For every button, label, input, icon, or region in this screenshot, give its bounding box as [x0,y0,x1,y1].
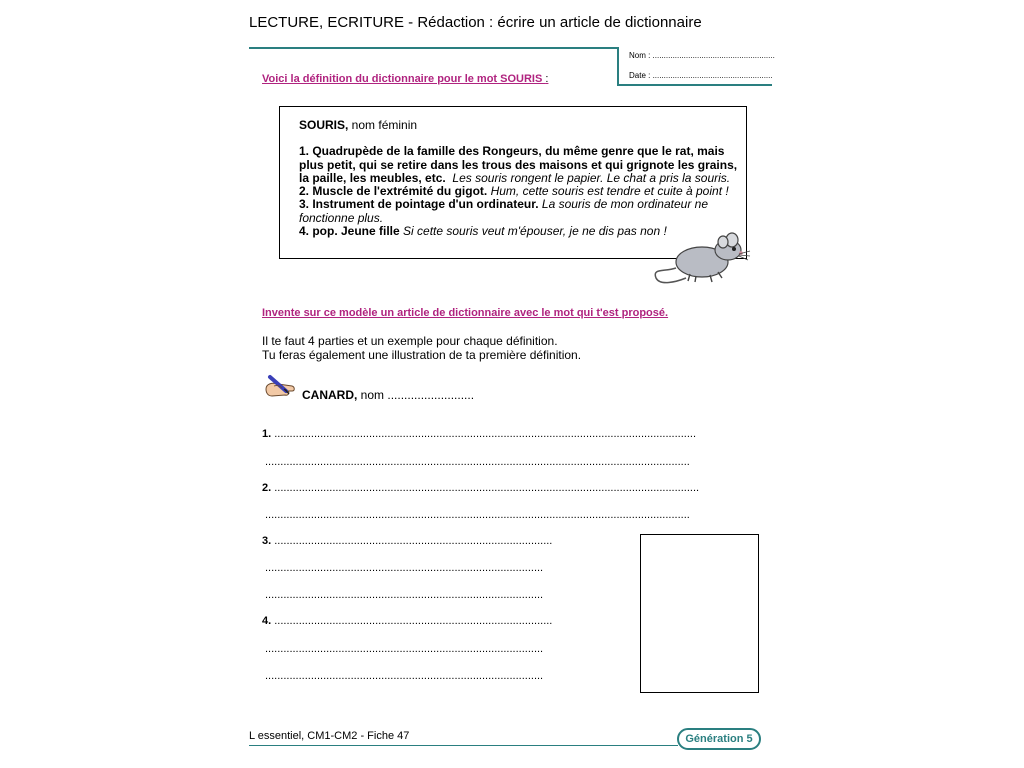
definition-4-example: Si cette souris veut m'épouser, je ne dis pas non ! [403,224,667,239]
task-heading: Invente sur ce modèle un article de dictionnaire avec le mot qui t'est proposé. [262,307,669,319]
line-number-4: 4. [262,615,272,627]
line-dots: ........................................................................................... [265,562,544,574]
page-title: LECTURE, ECRITURE - Rédaction : écrire un article de dictionnaire [249,14,702,31]
line-dots: ........................................................................................................................................... [265,456,690,468]
answer-line-3c[interactable] [265,589,543,601]
intro-colon: : [545,73,549,85]
line-number-3: 3. [262,535,272,547]
line-number-2: 2. [262,482,272,494]
answer-line-2b[interactable] [265,509,690,521]
writing-hand-icon [262,373,300,401]
definition-3-example: La souris de mon ordinateur ne fonctionne plus. [299,197,708,225]
line-dots: ........................................................................................................................................... [274,482,700,494]
definition-4: 4. pop. Jeune fille [299,224,400,239]
answer-line-4c[interactable] [265,670,543,682]
definition-3: 3. Instrument de pointage d'un ordinateur. [299,197,539,212]
instruction-line-2: Tu feras également une illustration de ta première définition. [262,348,582,362]
intro-text: Voici la définition du dictionnaire pour le mot SOURIS [262,73,546,85]
title-rule [249,47,617,49]
answer-line-4b[interactable] [265,643,543,655]
line-dots: .......................................................................................................................................... [274,428,696,440]
definition-1: 1. Quadrupède de la famille des Rongeurs, du même genre que le rat, mais plus petit, qui se retire dans les trous des maisons et qui grignote les grains, la paille, les meubles, etc. [299,144,738,185]
answer-line-1b[interactable] [265,456,690,468]
definition-1-example: Les souris rongent le papier. Le chat a pris la souris. [452,170,731,185]
definition-category: nom féminin [348,118,418,132]
illustration-box[interactable] [640,534,759,693]
date-field[interactable]: Date : ...................................................... [629,71,773,80]
brand-badge: Génération 5 [677,728,761,750]
answer-line-1[interactable] [262,428,696,440]
line-number-1: 1. [262,428,272,440]
definition-2-example: Hum, cette souris est tendre et cuite à point ! [490,184,729,199]
answer-line-3b[interactable] [265,562,543,574]
canard-category: nom .......................... [357,388,475,402]
line-dots: ........................................................................................... [265,643,544,655]
intro-heading [262,73,548,85]
footer-rule [249,745,678,746]
mouse-illustration [646,228,758,290]
answer-line-4[interactable] [262,615,552,627]
line-dots: ........................................................................................... [274,615,553,627]
definition-word: SOURIS, [299,118,349,132]
footer-source: L essentiel, CM1-CM2 - Fiche 47 [249,730,410,742]
instruction-line-1: Il te faut 4 parties et un exemple pour chaque définition. [262,334,558,348]
canard-word: CANARD, [302,388,358,402]
canard-entry [302,388,474,402]
answer-line-3[interactable] [262,535,552,547]
line-dots: ........................................................................................... [265,589,544,601]
line-dots: ........................................................................................... [274,535,553,547]
line-dots: ........................................................................................... [265,670,544,682]
answer-line-2[interactable] [262,482,699,494]
instructions [262,334,581,362]
nom-field[interactable]: Nom : ....................................................... [629,51,775,60]
line-dots: ........................................................................................................................................... [265,509,690,521]
definition-2: 2. Muscle de l'extrémité du gigot. [299,184,488,199]
